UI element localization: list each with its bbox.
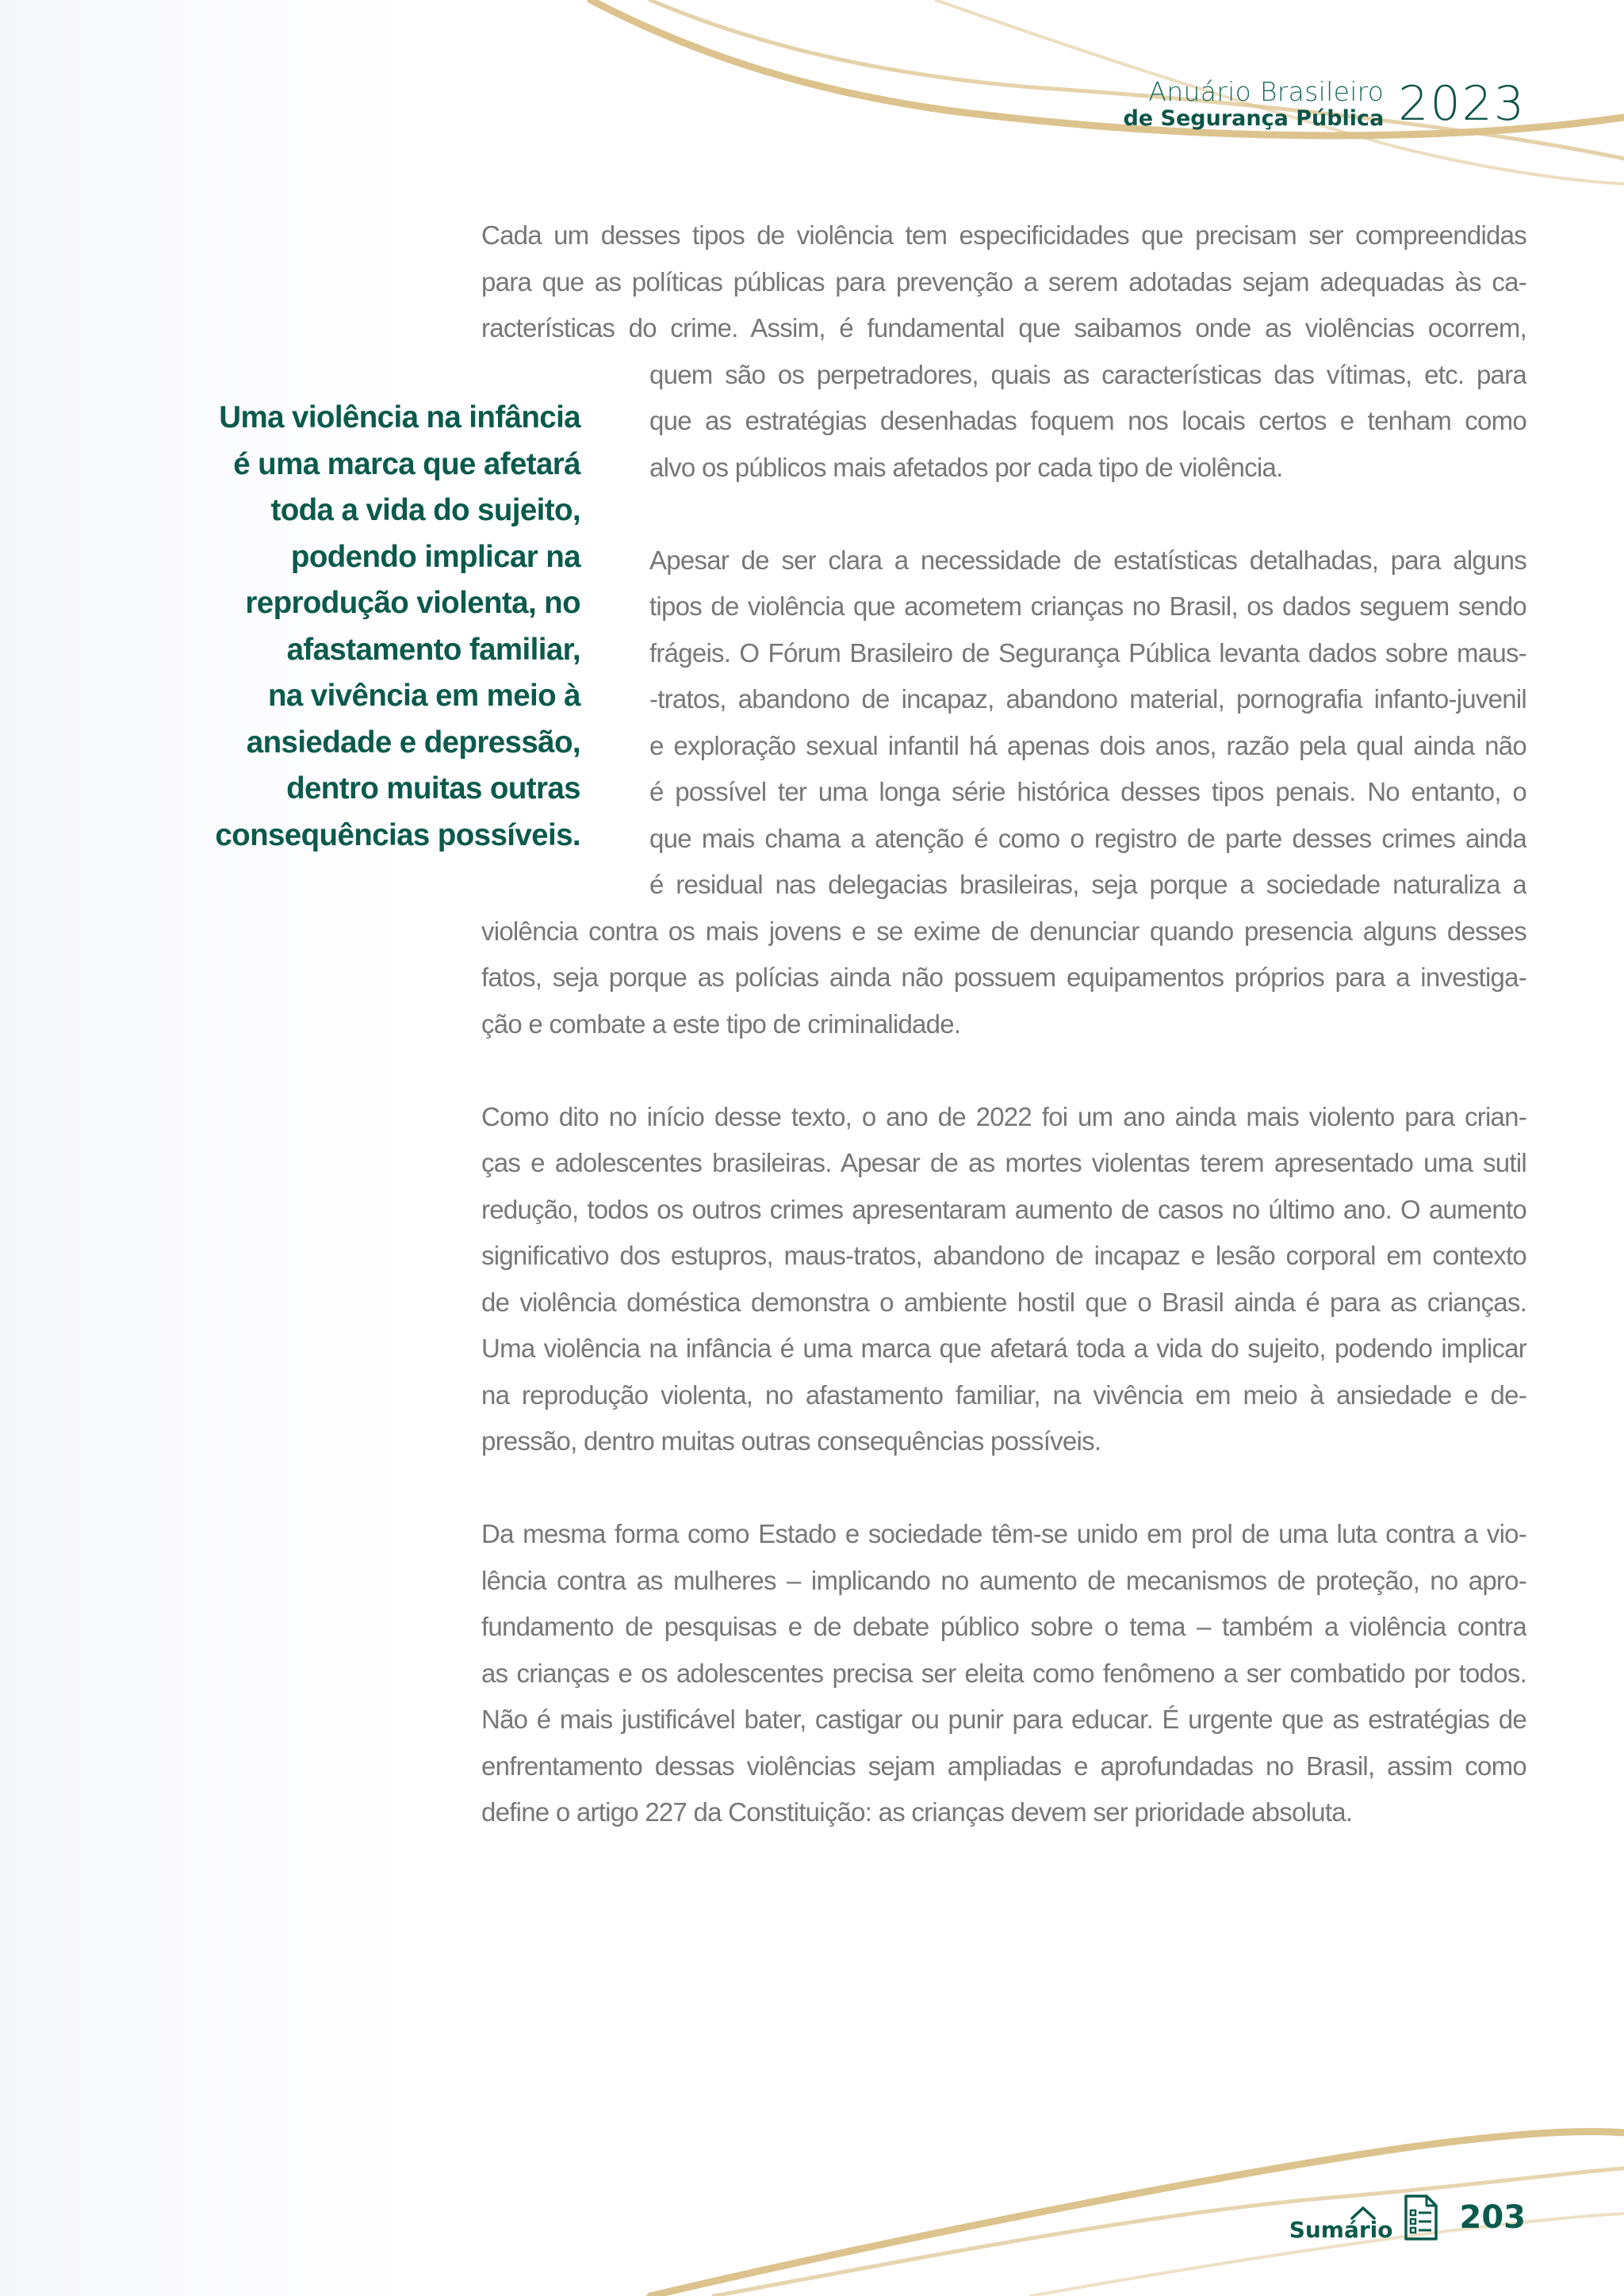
pull-quote-line: consequências possíveis. (215, 817, 580, 852)
text-line: para que as políticas públicas para prevenção a serem adotadas sejam adequadas às ca- (481, 266, 1526, 297)
text-line: ção e combate a este tipo de criminalidade. (481, 1008, 961, 1039)
text-line: as crianças e os adolescentes precisa ser eleita como fenômeno a ser combatido por todos. (481, 1658, 1526, 1688)
body-text (481, 212, 1526, 1836)
pull-quote-line: afastamento familiar, (286, 632, 580, 667)
text-line: na reprodução violenta, no afastamento familiar, na vivência em meio à ansiedade e de- (481, 1380, 1526, 1410)
text-line: Da mesma forma como Estado e sociedade têm-se unido em prol de uma luta contra a vio- (481, 1519, 1526, 1548)
text-line: Não é mais justificável bater, castigar ou punir para educar. É urgente que as estratégias de (481, 1705, 1526, 1734)
paragraph-4 (481, 1511, 1526, 1836)
sumario-link[interactable] (1289, 2191, 1460, 2243)
chevron-up-icon (1349, 2206, 1377, 2220)
text-line: -tratos, abandono de incapaz, abandono material, pornografia infanto-juvenil (649, 684, 1526, 714)
document-list-icon[interactable] (1403, 2193, 1439, 2242)
page-header (1123, 76, 1526, 132)
text-line: é residual nas delegacias brasileiras, seja porque a sociedade naturaliza a (649, 870, 1526, 899)
text-line: e exploração sexual infantil há apenas dois anos, razão pela qual ainda não (649, 730, 1526, 760)
pull-quote-line: reprodução violenta, no (245, 586, 580, 620)
text-line: que mais chama a atenção é como o registro de parte desses crimes ainda (649, 823, 1526, 853)
pull-quote-line: ansiedade e depressão, (246, 725, 580, 760)
pull-quote-line: na vivência em meio à (267, 679, 580, 713)
page-number: 203 (1459, 2198, 1526, 2236)
text-line: violência contra os mais jovens e se exime de denunciar quando presencia alguns desses (481, 916, 1526, 946)
publication-title-line2: de Segurança Pública (1123, 106, 1385, 131)
page-footer (1289, 2191, 1526, 2243)
pull-quote-line: toda a vida do sujeito, (270, 493, 580, 527)
text-line: redução, todos os outros crimes apresentaram aumento de casos no último ano. O aumento (481, 1194, 1526, 1224)
text-line: fatos, seja porque as polícias ainda não possuem equipamentos próprios para a investiga- (481, 962, 1526, 992)
text-line: ças e adolescentes brasileiras. Apesar de as mortes violentas terem apresentado uma sutil (481, 1148, 1526, 1177)
text-line: Apesar de ser clara a necessidade de estatísticas detalhadas, para alguns (649, 545, 1526, 575)
pull-quote-line: podendo implicar na (290, 539, 580, 574)
text-line: quem são os perpetradores, quais as características das vítimas, etc. para (649, 359, 1526, 389)
text-line: de violência doméstica demonstra o ambiente hostil que o Brasil ainda é para as crianças. (481, 1287, 1526, 1317)
paragraph-2 (481, 538, 1526, 1048)
text-line: define o artigo 227 da Constituição: as crianças devem ser prioridade absoluta. (481, 1797, 1353, 1827)
text-line: Cada um desses tipos de violência tem especificidades que precisam ser compreendidas (481, 220, 1526, 250)
text-line: pressão, dentro muitas outras consequências possíveis. (481, 1426, 1101, 1456)
pull-quote-line: é uma marca que afetará (233, 446, 580, 481)
text-line: lência contra as mulheres – implicando no aumento de mecanismos de proteção, no apro- (481, 1565, 1526, 1595)
text-line: fundamento de pesquisas e de debate público sobre o tema – também a violência contra (481, 1612, 1526, 1641)
publication-year: 2023 (1398, 76, 1526, 132)
pull-quote-line: Uma violência na infância (219, 400, 580, 434)
text-line: tipos de violência que acometem crianças no Brasil, os dados seguem sendo (649, 591, 1526, 621)
text-line: enfrentamento dessas violências sejam ampliadas e aprofundadas no Brasil, assim como (481, 1751, 1526, 1781)
text-line: que as estratégias desenhadas foquem nos locais certos e tenham como (649, 406, 1526, 435)
text-line: significativo dos estupros, maus-tratos, abandono de incapaz e lesão corporal em contexto (481, 1241, 1526, 1270)
text-line: Uma violência na infância é uma marca que afetará toda a vida do sujeito, podendo implicar (481, 1334, 1526, 1363)
text-line: frágeis. O Fórum Brasileiro de Segurança Pública levanta dados sobre maus- (649, 637, 1526, 668)
paragraph-3 (481, 1094, 1526, 1465)
publication-title (1123, 77, 1384, 131)
text-line: racterísticas do crime. Assim, é fundamental que saibamos onde as violências ocorrem, (481, 313, 1526, 342)
paragraph-1 (481, 212, 1526, 491)
pull-quote-line: dentro muitas outras (286, 771, 580, 806)
text-line: Como dito no início desse texto, o ano de 2022 foi um ano ainda mais violento para crian- (481, 1101, 1526, 1131)
sumario-label[interactable]: Sumário (1289, 2217, 1393, 2243)
publication-title-line1: Anuário Brasileiro (1148, 76, 1385, 107)
text-line: é possível ter uma longa série histórica desses tipos penais. No entanto, o (649, 777, 1526, 806)
text-line: alvo os públicos mais afetados por cada tipo de violência. (649, 452, 1283, 482)
